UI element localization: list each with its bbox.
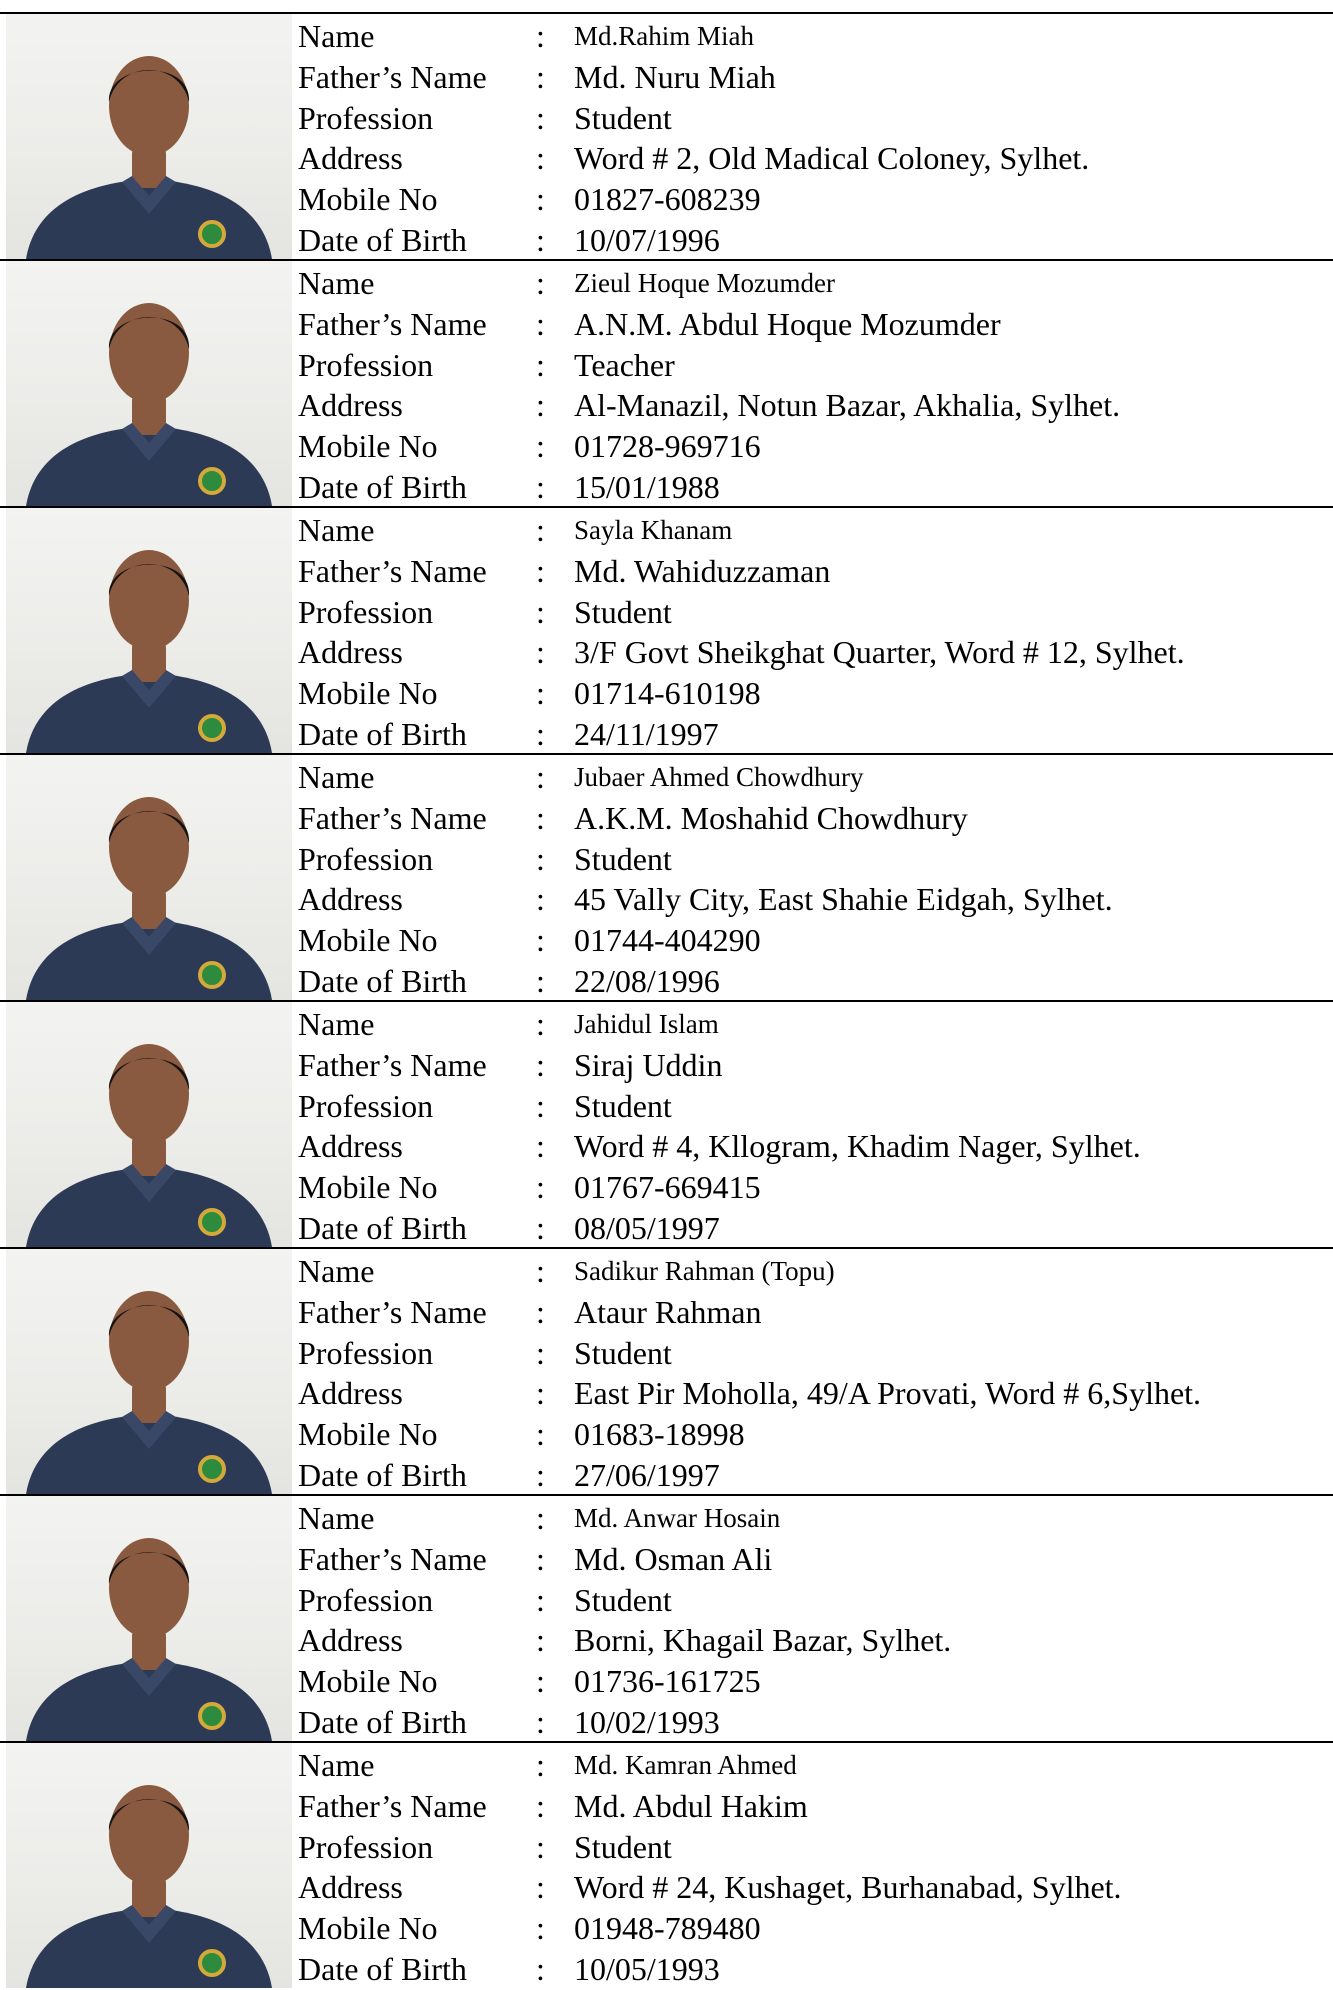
address-row	[298, 385, 1328, 426]
profession-value: Student	[574, 1828, 672, 1865]
face-shape	[109, 1044, 189, 1144]
dob-label: Date of Birth	[298, 1703, 467, 1740]
separator: :	[536, 221, 545, 258]
shirt-logo-icon	[200, 716, 224, 740]
shirt-shape	[26, 1908, 272, 1988]
name-row	[298, 1251, 1328, 1292]
separator: :	[536, 1334, 545, 1371]
separator: :	[536, 759, 545, 795]
member-details	[298, 263, 1328, 508]
father-row	[298, 1292, 1328, 1333]
shirt-logo-icon	[200, 1457, 224, 1481]
name-label: Name	[298, 1500, 375, 1536]
dob-row	[298, 961, 1328, 1002]
address-value: 3/F Govt Sheikghat Quarter, Word # 12, Sylhet.	[574, 634, 1185, 671]
name-label: Name	[298, 265, 375, 301]
separator: :	[536, 840, 545, 877]
address-value: Word # 4, Kllogram, Khadim Nager, Sylhet.	[574, 1128, 1141, 1165]
name-label: Name	[298, 1747, 375, 1783]
mobile-value: 01827-608239	[574, 181, 761, 218]
member-record	[0, 1000, 1333, 1247]
address-value: East Pir Moholla, 49/A Provati, Word # 6,Sylhet.	[574, 1375, 1202, 1412]
mobile-value: 01683-18998	[574, 1416, 745, 1453]
member-record	[0, 259, 1333, 506]
name-value: Md. Anwar Hosain	[574, 1503, 781, 1533]
mobile-row	[298, 426, 1328, 467]
separator: :	[536, 962, 545, 999]
dob-label: Date of Birth	[298, 221, 467, 258]
profession-value: Student	[574, 1581, 672, 1618]
face-shape	[109, 1291, 189, 1391]
separator: :	[536, 1869, 545, 1906]
address-value: Al-Manazil, Notun Bazar, Akhalia, Sylhet.	[574, 387, 1121, 424]
dob-row	[298, 220, 1328, 261]
mobile-label: Mobile No	[298, 181, 438, 218]
separator: :	[536, 181, 545, 218]
member-details	[298, 510, 1328, 755]
separator: :	[536, 1046, 545, 1083]
dob-label: Date of Birth	[298, 468, 467, 505]
member-record	[0, 506, 1333, 753]
father-row	[298, 551, 1328, 592]
profession-row	[298, 345, 1328, 386]
name-value: Md. Kamran Ahmed	[574, 1750, 797, 1780]
name-value: Sadikur Rahman (Topu)	[574, 1256, 835, 1286]
name-row	[298, 510, 1328, 551]
member-details	[298, 1745, 1328, 1990]
separator: :	[536, 346, 545, 383]
mobile-label: Mobile No	[298, 428, 438, 465]
father-label: Father’s Name	[298, 305, 487, 342]
separator: :	[536, 1663, 545, 1700]
separator: :	[536, 715, 545, 752]
mobile-label: Mobile No	[298, 1910, 438, 1947]
name-value: Sayla Khanam	[574, 515, 733, 545]
address-label: Address	[298, 387, 403, 424]
dob-value: 15/01/1988	[574, 468, 720, 505]
address-label: Address	[298, 140, 403, 177]
member-record	[0, 753, 1333, 1000]
portrait-illustration	[6, 1743, 292, 1988]
dob-value: 10/07/1996	[574, 221, 720, 258]
mobile-value: 01736-161725	[574, 1663, 761, 1700]
shirt-logo-icon	[200, 469, 224, 493]
father-row	[298, 1539, 1328, 1580]
separator: :	[536, 593, 545, 630]
separator: :	[536, 1293, 545, 1330]
address-value: Borni, Khagail Bazar, Sylhet.	[574, 1622, 952, 1659]
dob-row	[298, 1455, 1328, 1496]
member-photo	[6, 14, 292, 259]
separator: :	[536, 1209, 545, 1246]
profession-row	[298, 98, 1328, 139]
separator: :	[536, 1747, 545, 1783]
separator: :	[536, 1950, 545, 1987]
name-value: Jahidul Islam	[574, 1009, 719, 1039]
name-row	[298, 263, 1328, 304]
shirt-logo-icon	[200, 963, 224, 987]
portrait-illustration	[6, 1496, 292, 1741]
shirt-shape	[26, 920, 272, 1000]
father-row	[298, 57, 1328, 98]
shirt-logo-icon	[200, 1704, 224, 1728]
address-value: 45 Vally City, East Shahie Eidgah, Sylhet.	[574, 881, 1113, 918]
separator: :	[536, 1456, 545, 1493]
member-details	[298, 1498, 1328, 1743]
separator: :	[536, 1540, 545, 1577]
name-label: Name	[298, 1006, 375, 1042]
address-row	[298, 1867, 1328, 1908]
mobile-value: 01948-789480	[574, 1910, 761, 1947]
address-row	[298, 1373, 1328, 1414]
shirt-shape	[26, 1661, 272, 1741]
father-label: Father’s Name	[298, 1293, 487, 1330]
dob-row	[298, 1702, 1328, 1743]
face-shape	[109, 1785, 189, 1885]
separator: :	[536, 99, 545, 136]
separator: :	[536, 1128, 545, 1165]
member-record	[0, 1741, 1333, 1988]
face-shape	[109, 550, 189, 650]
father-value: Md. Osman Ali	[574, 1540, 773, 1577]
mobile-row	[298, 1661, 1328, 1702]
dob-value: 10/02/1993	[574, 1703, 720, 1740]
father-label: Father’s Name	[298, 1787, 487, 1824]
separator: :	[536, 1703, 545, 1740]
dob-value: 08/05/1997	[574, 1209, 720, 1246]
separator: :	[536, 512, 545, 548]
separator: :	[536, 552, 545, 589]
separator: :	[536, 305, 545, 342]
member-list	[0, 12, 1333, 1988]
address-label: Address	[298, 1375, 403, 1412]
mobile-row	[298, 1908, 1328, 1949]
shirt-logo-icon	[200, 222, 224, 246]
portrait-illustration	[6, 14, 292, 259]
shirt-shape	[26, 426, 272, 506]
address-row	[298, 632, 1328, 673]
father-value: A.N.M. Abdul Hoque Mozumder	[574, 305, 1001, 342]
dob-value: 22/08/1996	[574, 962, 720, 999]
separator: :	[536, 1375, 545, 1412]
face-shape	[109, 56, 189, 156]
address-label: Address	[298, 1869, 403, 1906]
dob-label: Date of Birth	[298, 1950, 467, 1987]
profession-row	[298, 1580, 1328, 1621]
profession-label: Profession	[298, 593, 434, 630]
separator: :	[536, 1500, 545, 1536]
name-row	[298, 1004, 1328, 1045]
member-details	[298, 16, 1328, 261]
name-label: Name	[298, 18, 375, 54]
profession-value: Student	[574, 99, 672, 136]
name-row	[298, 1498, 1328, 1539]
profession-row	[298, 1333, 1328, 1374]
separator: :	[536, 1416, 545, 1453]
mobile-value: 01767-669415	[574, 1169, 761, 1206]
face-shape	[109, 1538, 189, 1638]
mobile-value: 01744-404290	[574, 922, 761, 959]
separator: :	[536, 634, 545, 671]
profession-label: Profession	[298, 1828, 434, 1865]
mobile-value: 01728-969716	[574, 428, 761, 465]
dob-row	[298, 1208, 1328, 1249]
profession-value: Teacher	[574, 346, 675, 383]
member-details	[298, 1004, 1328, 1249]
separator: :	[536, 1828, 545, 1865]
father-label: Father’s Name	[298, 58, 487, 95]
mobile-label: Mobile No	[298, 1663, 438, 1700]
mobile-row	[298, 1167, 1328, 1208]
name-value: Zieul Hoque Mozumder	[574, 268, 835, 298]
member-record	[0, 12, 1333, 259]
separator: :	[536, 140, 545, 177]
profession-label: Profession	[298, 840, 434, 877]
father-value: A.K.M. Moshahid Chowdhury	[574, 799, 968, 836]
separator: :	[536, 18, 545, 54]
member-details	[298, 1251, 1328, 1496]
separator: :	[536, 1006, 545, 1042]
profession-label: Profession	[298, 99, 434, 136]
mobile-label: Mobile No	[298, 675, 438, 712]
dob-value: 24/11/1997	[574, 715, 719, 752]
member-photo	[6, 755, 292, 1000]
face-shape	[109, 797, 189, 897]
shirt-shape	[26, 673, 272, 753]
portrait-illustration	[6, 1002, 292, 1247]
father-value: Siraj Uddin	[574, 1046, 723, 1083]
father-label: Father’s Name	[298, 552, 487, 589]
dob-row	[298, 467, 1328, 508]
dob-label: Date of Birth	[298, 962, 467, 999]
separator: :	[536, 1581, 545, 1618]
separator: :	[536, 922, 545, 959]
mobile-row	[298, 920, 1328, 961]
separator: :	[536, 428, 545, 465]
address-label: Address	[298, 634, 403, 671]
shirt-logo-icon	[200, 1210, 224, 1234]
dob-label: Date of Birth	[298, 1456, 467, 1493]
portrait-illustration	[6, 261, 292, 506]
profession-label: Profession	[298, 1334, 434, 1371]
dob-row	[298, 1949, 1328, 1990]
dob-label: Date of Birth	[298, 1209, 467, 1246]
name-label: Name	[298, 759, 375, 795]
member-photo	[6, 1496, 292, 1741]
mobile-label: Mobile No	[298, 1416, 438, 1453]
father-value: Ataur Rahman	[574, 1293, 762, 1330]
father-value: Md. Wahiduzzaman	[574, 552, 831, 589]
separator: :	[536, 1169, 545, 1206]
name-row	[298, 757, 1328, 798]
father-value: Md. Nuru Miah	[574, 58, 776, 95]
portrait-illustration	[6, 1249, 292, 1494]
address-label: Address	[298, 881, 403, 918]
separator: :	[536, 1087, 545, 1124]
member-record	[0, 1247, 1333, 1494]
profession-label: Profession	[298, 1581, 434, 1618]
shirt-shape	[26, 179, 272, 259]
separator: :	[536, 58, 545, 95]
profession-value: Student	[574, 1334, 672, 1371]
address-value: Word # 24, Kushaget, Burhanabad, Sylhet.	[574, 1869, 1122, 1906]
member-record	[0, 1494, 1333, 1741]
name-value: Jubaer Ahmed Chowdhury	[574, 762, 864, 792]
mobile-label: Mobile No	[298, 1169, 438, 1206]
mobile-row	[298, 673, 1328, 714]
profession-row	[298, 592, 1328, 633]
shirt-logo-icon	[200, 1951, 224, 1975]
father-row	[298, 1045, 1328, 1086]
address-row	[298, 879, 1328, 920]
name-row	[298, 16, 1328, 57]
mobile-label: Mobile No	[298, 922, 438, 959]
father-row	[298, 304, 1328, 345]
address-label: Address	[298, 1128, 403, 1165]
separator: :	[536, 468, 545, 505]
separator: :	[536, 675, 545, 712]
father-row	[298, 1786, 1328, 1827]
mobile-row	[298, 179, 1328, 220]
profession-value: Student	[574, 840, 672, 877]
father-label: Father’s Name	[298, 1046, 487, 1083]
profession-row	[298, 839, 1328, 880]
separator: :	[536, 1253, 545, 1289]
father-label: Father’s Name	[298, 799, 487, 836]
member-details	[298, 757, 1328, 1002]
member-photo	[6, 261, 292, 506]
dob-row	[298, 714, 1328, 755]
face-shape	[109, 303, 189, 403]
separator: :	[536, 387, 545, 424]
dob-value: 27/06/1997	[574, 1456, 720, 1493]
address-row	[298, 138, 1328, 179]
profession-label: Profession	[298, 1087, 434, 1124]
separator: :	[536, 1910, 545, 1947]
address-row	[298, 1620, 1328, 1661]
mobile-row	[298, 1414, 1328, 1455]
mobile-value: 01714-610198	[574, 675, 761, 712]
separator: :	[536, 265, 545, 301]
profession-value: Student	[574, 593, 672, 630]
dob-value: 10/05/1993	[574, 1950, 720, 1987]
address-label: Address	[298, 1622, 403, 1659]
shirt-shape	[26, 1167, 272, 1247]
member-photo	[6, 1743, 292, 1988]
name-row	[298, 1745, 1328, 1786]
separator: :	[536, 881, 545, 918]
dob-label: Date of Birth	[298, 715, 467, 752]
name-value: Md.Rahim Miah	[574, 21, 754, 51]
father-row	[298, 798, 1328, 839]
portrait-illustration	[6, 755, 292, 1000]
address-value: Word # 2, Old Madical Coloney, Sylhet.	[574, 140, 1090, 177]
separator: :	[536, 1622, 545, 1659]
profession-value: Student	[574, 1087, 672, 1124]
father-value: Md. Abdul Hakim	[574, 1787, 808, 1824]
name-label: Name	[298, 512, 375, 548]
father-label: Father’s Name	[298, 1540, 487, 1577]
portrait-illustration	[6, 508, 292, 753]
member-photo	[6, 508, 292, 753]
profession-row	[298, 1086, 1328, 1127]
profession-label: Profession	[298, 346, 434, 383]
separator: :	[536, 799, 545, 836]
address-row	[298, 1126, 1328, 1167]
member-photo	[6, 1249, 292, 1494]
shirt-shape	[26, 1414, 272, 1494]
separator: :	[536, 1787, 545, 1824]
profession-row	[298, 1827, 1328, 1868]
name-label: Name	[298, 1253, 375, 1289]
member-photo	[6, 1002, 292, 1247]
